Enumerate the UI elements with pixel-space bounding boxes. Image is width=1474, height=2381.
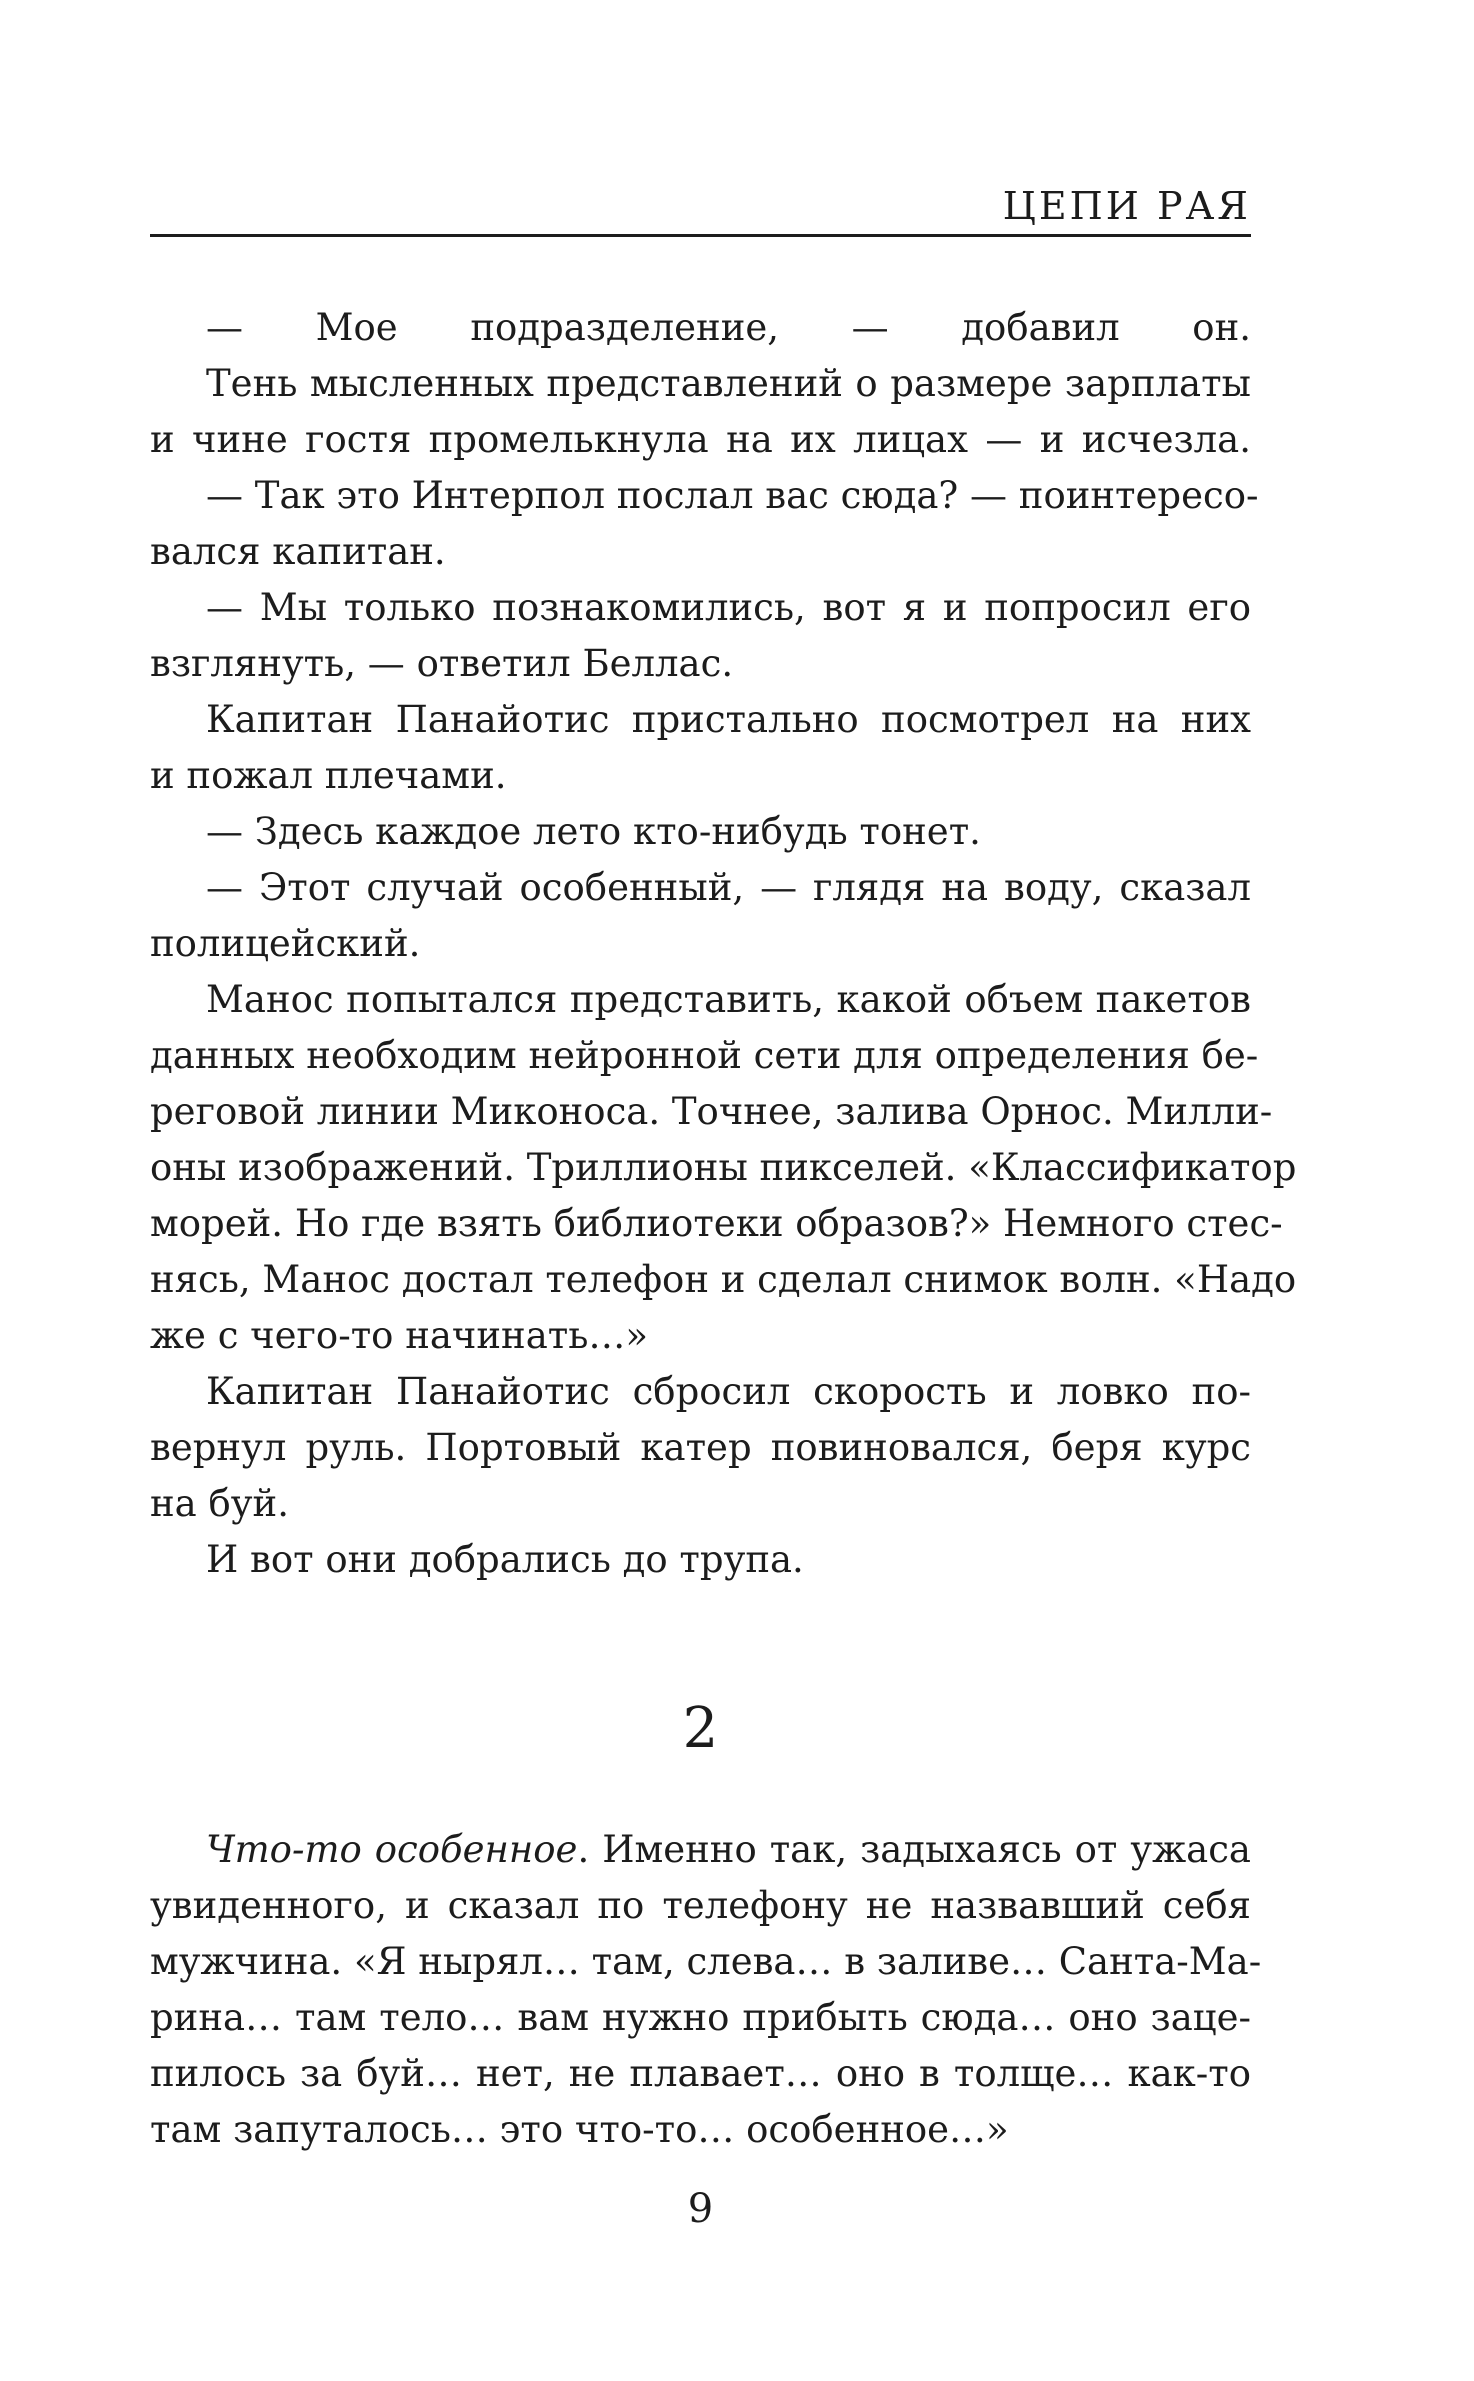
text-line: — Мы только познакомились, вот я и попросил его bbox=[206, 586, 1251, 629]
text-line: взглянуть, — ответил Беллас. bbox=[150, 642, 734, 685]
text-line: Капитан Панайотис пристально посмотрел на них bbox=[206, 698, 1251, 741]
text-line: полицейский. bbox=[150, 922, 421, 965]
text-line: — Так это Интерпол послал вас сюда? — поинтересо- bbox=[206, 474, 1259, 517]
text-line: Тень мысленных представлений о размере зарплаты bbox=[206, 362, 1251, 405]
text-line: рина… там тело… вам нужно прибыть сюда… оно заце- bbox=[150, 1996, 1251, 2039]
text-line: реговой линии Миконоса. Точнее, залива Орнос. Милли- bbox=[150, 1090, 1273, 1133]
italic-phrase: Что-то особенное bbox=[206, 1828, 578, 1871]
text-line: увиденного, и сказал по телефону не назвавший себя bbox=[150, 1884, 1251, 1927]
text-line: — Этот случай особенный, — глядя на воду, сказал bbox=[206, 866, 1251, 909]
text-block-1 bbox=[150, 300, 1297, 1588]
text-line: оны изображений. Триллионы пикселей. «Классификатор bbox=[150, 1146, 1297, 1189]
text-line: Манос попытался представить, какой объем пакетов bbox=[206, 978, 1251, 1021]
header-rule bbox=[150, 234, 1251, 237]
text-line: морей. Но где взять библиотеки образов?» Немного стес- bbox=[150, 1202, 1283, 1245]
text-line: и чине гостя промелькнула на их лицах — и исчезла. bbox=[150, 418, 1251, 461]
text-line bbox=[150, 1822, 1251, 1878]
text-line: Капитан Панайотис сбросил скорость и ловко по- bbox=[206, 1370, 1251, 1413]
text-line: же с чего-то начинать…» bbox=[150, 1314, 649, 1357]
text-line: вернул руль. Портовый катер повиновался, беря курс bbox=[150, 1426, 1251, 1469]
text-fragment: . Именно так, задыхаясь от ужаса bbox=[577, 1828, 1251, 1871]
text-line: вался капитан. bbox=[150, 530, 446, 573]
page-number: 9 bbox=[687, 2186, 714, 2232]
text-line: и пожал плечами. bbox=[150, 754, 507, 797]
running-title: ЦЕПИ РАЯ bbox=[1002, 184, 1251, 228]
text-line: там запуталось… это что-то… особенное…» bbox=[150, 2108, 1009, 2151]
text-line: мужчина. «Я нырял… там, слева… в заливе… Санта-Ма- bbox=[150, 1940, 1262, 1983]
text-line: — Мое подразделение, — добавил он. bbox=[206, 306, 1251, 349]
text-block-2 bbox=[150, 1822, 1262, 2158]
chapter-number: 2 bbox=[682, 1696, 719, 1761]
text-line: нясь, Манос достал телефон и сделал снимок волн. «Надо bbox=[150, 1258, 1297, 1301]
text-line: данных необходим нейронной сети для определения бе- bbox=[150, 1034, 1259, 1077]
text-line: — Здесь каждое лето кто-нибудь тонет. bbox=[206, 810, 981, 853]
text-line: пилось за буй… нет, не плавает… оно в толще… как-то bbox=[150, 2052, 1251, 2095]
text-line: И вот они добрались до трупа. bbox=[206, 1538, 804, 1581]
text-line: на буй. bbox=[150, 1482, 289, 1525]
